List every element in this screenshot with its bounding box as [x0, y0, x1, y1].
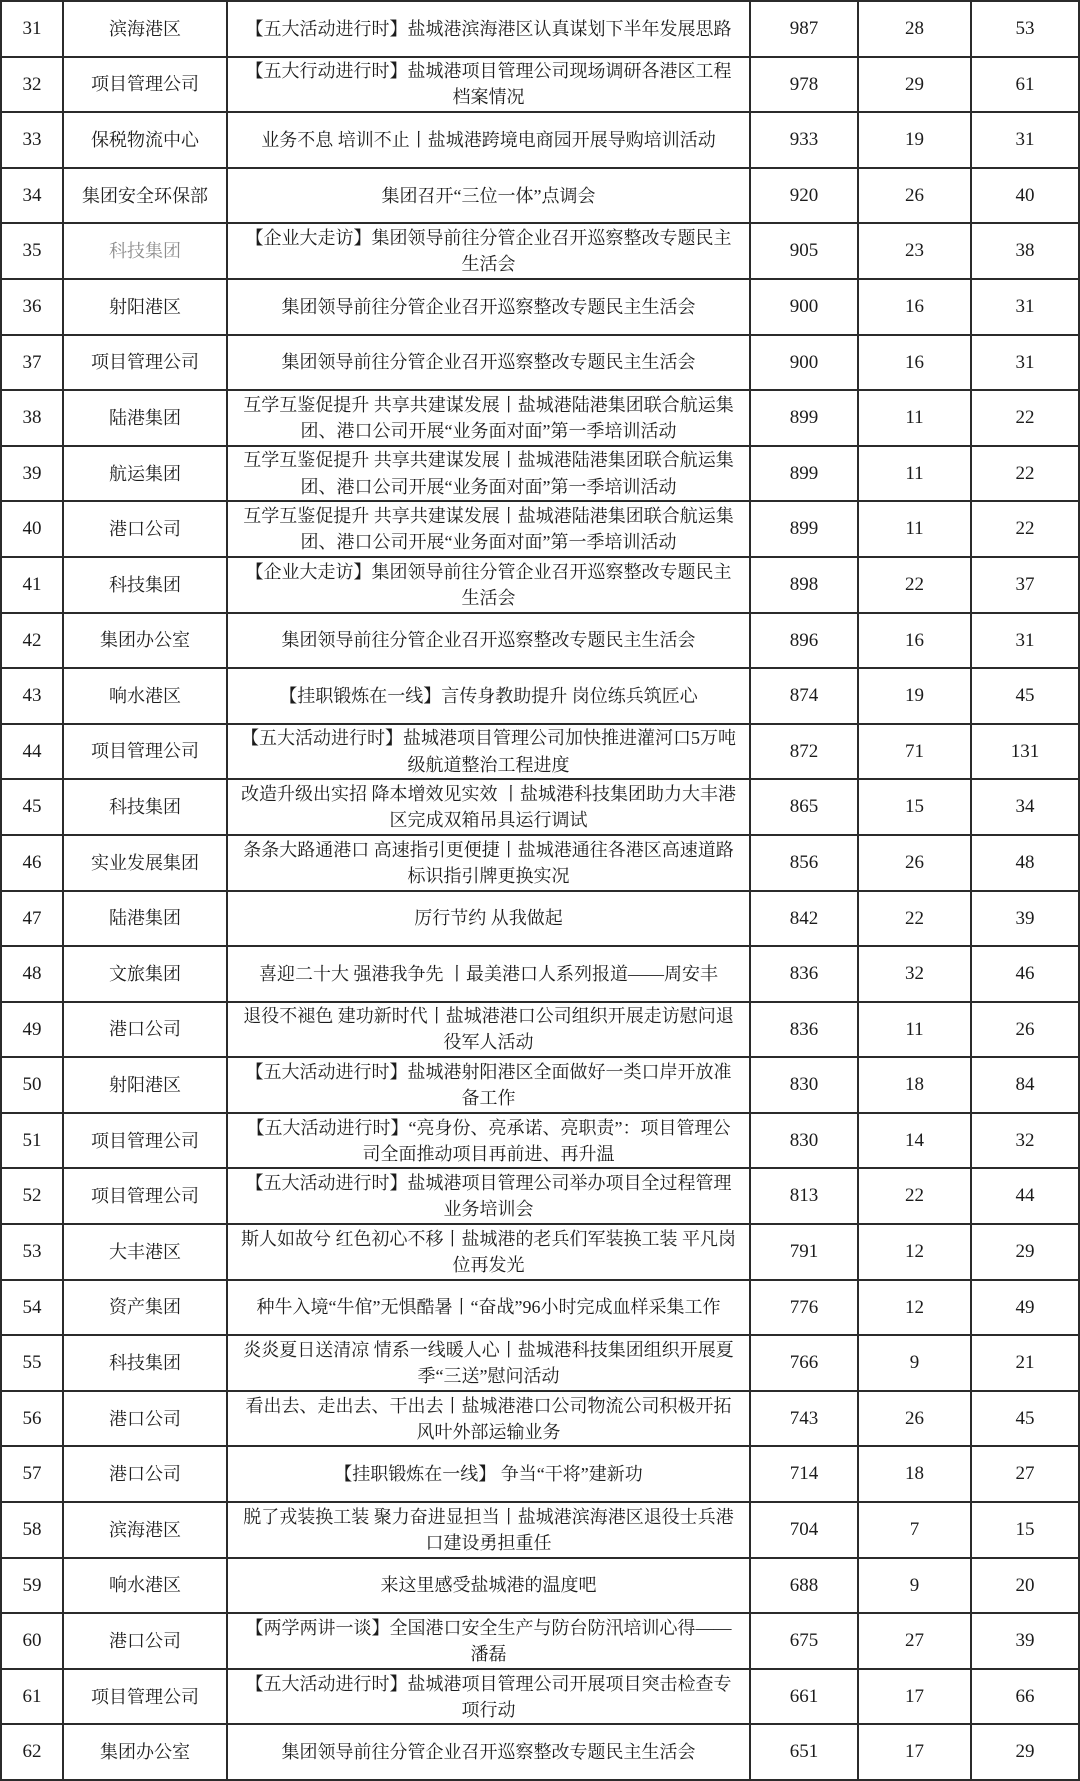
row-number: 33 [22, 129, 42, 151]
row-number: 56 [22, 1407, 42, 1429]
org-name: 大丰港区 [62, 1225, 226, 1279]
article-title: 【五大行动进行时】盐城港项目管理公司现场调研各港区工程档案情况 [226, 58, 749, 112]
metric-1: 813 [749, 1169, 857, 1223]
row-number: 36 [22, 295, 42, 317]
table-body [2, 2, 1078, 1779]
metric-1: 651 [749, 1725, 857, 1779]
metric-2: 16 [857, 336, 970, 390]
org-name: 港口公司 [62, 1003, 226, 1057]
metric-1: 842 [749, 892, 857, 946]
org-name: 保税物流中心 [62, 113, 226, 167]
metric-1: 675 [749, 1614, 857, 1668]
article-title: 互学互鉴促提升 共享共建谋发展丨盐城港陆港集团联合航运集团、港口公司开展“业务面对面”第一季培训活动 [226, 391, 749, 445]
org-name: 科技集团 [62, 558, 226, 612]
article-title: 看出去、走出去、干出去丨盐城港港口公司物流公司积极开拓风叶外部运输业务 [226, 1392, 749, 1446]
metric-3: 49 [970, 1281, 1078, 1335]
article-title: 斯人如故兮 红色初心不移丨盐城港的老兵们军装换工装 平凡岗位再发光 [226, 1225, 749, 1279]
row-number: 39 [22, 462, 42, 484]
row-number: 62 [22, 1741, 42, 1763]
org-name: 射阳港区 [62, 1058, 226, 1112]
metric-2: 19 [857, 669, 970, 723]
table-row [2, 445, 1078, 501]
row-number: 47 [22, 907, 42, 929]
metric-2: 26 [857, 836, 970, 890]
article-title: 集团领导前往分管企业召开巡察整改专题民主生活会 [226, 280, 749, 334]
org-name: 港口公司 [62, 502, 226, 556]
metric-3: 22 [970, 391, 1078, 445]
metric-2: 26 [857, 169, 970, 223]
table-row [2, 1501, 1078, 1557]
metric-2: 16 [857, 280, 970, 334]
metric-1: 661 [749, 1670, 857, 1724]
article-title: 【五大活动进行时】盐城港滨海港区认真谋划下半年发展思路 [226, 2, 749, 56]
table-row [2, 278, 1078, 334]
org-name: 项目管理公司 [62, 1169, 226, 1223]
metric-1: 856 [749, 836, 857, 890]
metric-3: 31 [970, 280, 1078, 334]
table-row [2, 945, 1078, 1001]
metric-3: 22 [970, 502, 1078, 556]
table-row [2, 556, 1078, 612]
table-row [2, 1334, 1078, 1390]
row-number: 50 [22, 1074, 42, 1096]
metric-1: 791 [749, 1225, 857, 1279]
metric-3: 31 [970, 336, 1078, 390]
org-name: 集团办公室 [62, 614, 226, 668]
org-name: 陆港集团 [62, 892, 226, 946]
metric-3: 66 [970, 1670, 1078, 1724]
article-title: 脱了戎装换工装 聚力奋进显担当丨盐城港滨海港区退役士兵港口建设勇担重任 [226, 1503, 749, 1557]
article-title: 喜迎二十大 强港我争先 丨最美港口人系列报道——周安丰 [226, 947, 749, 1001]
row-number: 60 [22, 1630, 42, 1652]
org-name: 响水港区 [62, 669, 226, 723]
metric-3: 39 [970, 1614, 1078, 1668]
org-name: 港口公司 [62, 1447, 226, 1501]
metric-2: 12 [857, 1225, 970, 1279]
metric-1: 872 [749, 725, 857, 779]
row-number: 52 [22, 1185, 42, 1207]
row-number: 42 [22, 629, 42, 651]
org-name: 滨海港区 [62, 1503, 226, 1557]
row-number: 58 [22, 1519, 42, 1541]
metric-2: 26 [857, 1392, 970, 1446]
metric-1: 836 [749, 947, 857, 1001]
metric-1: 776 [749, 1281, 857, 1335]
table-row [2, 612, 1078, 668]
row-number: 51 [22, 1129, 42, 1151]
table-row [2, 222, 1078, 278]
article-title: 业务不息 培训不止丨盐城港跨境电商园开展导购培训活动 [226, 113, 749, 167]
org-name: 响水港区 [62, 1559, 226, 1613]
metric-2: 19 [857, 113, 970, 167]
row-number: 59 [22, 1574, 42, 1596]
article-title: 集团领导前往分管企业召开巡察整改专题民主生活会 [226, 614, 749, 668]
metric-3: 53 [970, 2, 1078, 56]
org-name: 科技集团 [62, 1336, 226, 1390]
article-title: 改造升级出实招 降本增效见实效 丨盐城港科技集团助力大丰港区完成双箱吊具运行调试 [226, 780, 749, 834]
table-row [2, 890, 1078, 946]
row-number: 35 [22, 240, 42, 262]
org-name: 项目管理公司 [62, 1670, 226, 1724]
metric-2: 11 [857, 447, 970, 501]
metric-2: 11 [857, 502, 970, 556]
table-row [2, 389, 1078, 445]
org-name: 集团办公室 [62, 1725, 226, 1779]
org-name: 航运集团 [62, 447, 226, 501]
article-title: 炎炎夏日送清凉 情系一线暖人心丨盐城港科技集团组织开展夏季“三送”慰问活动 [226, 1336, 749, 1390]
metric-1: 900 [749, 336, 857, 390]
metric-3: 31 [970, 113, 1078, 167]
article-title: 互学互鉴促提升 共享共建谋发展丨盐城港陆港集团联合航运集团、港口公司开展“业务面对面”第一季培训活动 [226, 447, 749, 501]
metric-1: 896 [749, 614, 857, 668]
metric-2: 14 [857, 1114, 970, 1168]
metric-2: 71 [857, 725, 970, 779]
table-row [2, 1223, 1078, 1279]
table-row [2, 1612, 1078, 1668]
metric-1: 899 [749, 391, 857, 445]
table-row [2, 1167, 1078, 1223]
metric-3: 38 [970, 224, 1078, 278]
metric-3: 22 [970, 447, 1078, 501]
metric-1: 899 [749, 447, 857, 501]
article-title: 【挂职锻炼在一线】言传身教助提升 岗位练兵筑匠心 [226, 669, 749, 723]
metric-2: 18 [857, 1058, 970, 1112]
metric-3: 37 [970, 558, 1078, 612]
table-row [2, 334, 1078, 390]
metric-1: 743 [749, 1392, 857, 1446]
metric-1: 704 [749, 1503, 857, 1557]
org-name: 项目管理公司 [62, 725, 226, 779]
article-title: 【企业大走访】集团领导前往分管企业召开巡察整改专题民主生活会 [226, 224, 749, 278]
row-number: 38 [22, 407, 42, 429]
article-title: 互学互鉴促提升 共享共建谋发展丨盐城港陆港集团联合航运集团、港口公司开展“业务面对面”第一季培训活动 [226, 502, 749, 556]
article-title: 【企业大走访】集团领导前往分管企业召开巡察整改专题民主生活会 [226, 558, 749, 612]
org-name: 资产集团 [62, 1281, 226, 1335]
metric-2: 9 [857, 1336, 970, 1390]
metric-1: 920 [749, 169, 857, 223]
metric-3: 46 [970, 947, 1078, 1001]
metric-3: 48 [970, 836, 1078, 890]
metric-3: 29 [970, 1725, 1078, 1779]
org-name: 港口公司 [62, 1614, 226, 1668]
org-name: 文旅集团 [62, 947, 226, 1001]
metric-1: 865 [749, 780, 857, 834]
metric-2: 22 [857, 558, 970, 612]
table-row [2, 1279, 1078, 1335]
metric-1: 836 [749, 1003, 857, 1057]
metric-3: 131 [970, 725, 1078, 779]
article-title: 厉行节约 从我做起 [226, 892, 749, 946]
table-row [2, 1001, 1078, 1057]
table-row [2, 1112, 1078, 1168]
row-number: 61 [22, 1685, 42, 1707]
table-row [2, 1056, 1078, 1112]
metric-2: 28 [857, 2, 970, 56]
row-number: 32 [22, 73, 42, 95]
table-row [2, 111, 1078, 167]
metric-1: 688 [749, 1559, 857, 1613]
table-row [2, 1668, 1078, 1724]
metric-2: 11 [857, 391, 970, 445]
metric-2: 27 [857, 1614, 970, 1668]
table-row [2, 56, 1078, 112]
metric-1: 987 [749, 2, 857, 56]
org-name: 项目管理公司 [62, 1114, 226, 1168]
row-number: 45 [22, 796, 42, 818]
metric-2: 9 [857, 1559, 970, 1613]
metric-3: 45 [970, 669, 1078, 723]
row-number: 48 [22, 963, 42, 985]
row-number: 44 [22, 740, 42, 762]
metric-1: 899 [749, 502, 857, 556]
metric-3: 45 [970, 1392, 1078, 1446]
metric-1: 874 [749, 669, 857, 723]
org-name: 滨海港区 [62, 2, 226, 56]
article-title: 退役不褪色 建功新时代丨盐城港港口公司组织开展走访慰问退役军人活动 [226, 1003, 749, 1057]
article-title: 【五大活动进行时】盐城港项目管理公司开展项目突击检查专项行动 [226, 1670, 749, 1724]
article-title: 【五大活动进行时】盐城港射阳港区全面做好一类口岸开放准备工作 [226, 1058, 749, 1112]
row-number: 43 [22, 685, 42, 707]
metric-1: 905 [749, 224, 857, 278]
metric-1: 898 [749, 558, 857, 612]
table-row [2, 667, 1078, 723]
table-row [2, 2, 1078, 56]
article-title: 【五大活动进行时】盐城港项目管理公司加快推进灌河口5万吨级航道整治工程进度 [226, 725, 749, 779]
article-title: 【五大活动进行时】盐城港项目管理公司举办项目全过程管理业务培训会 [226, 1169, 749, 1223]
metric-2: 22 [857, 892, 970, 946]
metric-3: 15 [970, 1503, 1078, 1557]
org-name: 科技集团 [62, 224, 226, 278]
org-name: 集团安全环保部 [62, 169, 226, 223]
article-title: 种牛入境“牛倌”无惧酷暑丨“奋战”96小时完成血样采集工作 [226, 1281, 749, 1335]
metric-1: 766 [749, 1336, 857, 1390]
table-row [2, 167, 1078, 223]
row-number: 54 [22, 1296, 42, 1318]
metric-2: 16 [857, 614, 970, 668]
metric-2: 18 [857, 1447, 970, 1501]
table-row [2, 778, 1078, 834]
metric-3: 39 [970, 892, 1078, 946]
metric-2: 7 [857, 1503, 970, 1557]
metric-1: 714 [749, 1447, 857, 1501]
table-row [2, 1557, 1078, 1613]
row-number: 55 [22, 1352, 42, 1374]
row-number: 41 [22, 573, 42, 595]
org-name: 港口公司 [62, 1392, 226, 1446]
article-title: 【五大活动进行时】“亮身份、亮承诺、亮职责”：项目管理公司全面推动项目再前进、再升温 [226, 1114, 749, 1168]
row-number: 40 [22, 518, 42, 540]
org-name: 陆港集团 [62, 391, 226, 445]
metric-3: 84 [970, 1058, 1078, 1112]
org-name: 实业发展集团 [62, 836, 226, 890]
article-title: 来这里感受盐城港的温度吧 [226, 1559, 749, 1613]
row-number: 57 [22, 1463, 42, 1485]
row-number: 31 [22, 18, 42, 40]
metric-3: 21 [970, 1336, 1078, 1390]
metric-2: 32 [857, 947, 970, 1001]
metric-2: 12 [857, 1281, 970, 1335]
org-name: 项目管理公司 [62, 336, 226, 390]
article-title: 集团召开“三位一体”点调会 [226, 169, 749, 223]
org-name: 科技集团 [62, 780, 226, 834]
metric-3: 31 [970, 614, 1078, 668]
metric-2: 15 [857, 780, 970, 834]
row-number: 49 [22, 1018, 42, 1040]
metric-2: 22 [857, 1169, 970, 1223]
row-number: 37 [22, 351, 42, 373]
article-title: 【挂职锻炼在一线】 争当“干将”建新功 [226, 1447, 749, 1501]
metric-1: 978 [749, 58, 857, 112]
metric-3: 40 [970, 169, 1078, 223]
metric-3: 20 [970, 1559, 1078, 1613]
org-name: 项目管理公司 [62, 58, 226, 112]
metric-3: 26 [970, 1003, 1078, 1057]
metric-3: 27 [970, 1447, 1078, 1501]
row-number: 46 [22, 851, 42, 873]
metric-3: 34 [970, 780, 1078, 834]
article-title: 条条大路通港口 高速指引更便捷丨盐城港通往各港区高速道路标识指引牌更换实况 [226, 836, 749, 890]
table-row [2, 1390, 1078, 1446]
metric-2: 17 [857, 1670, 970, 1724]
article-title: 集团领导前往分管企业召开巡察整改专题民主生活会 [226, 336, 749, 390]
metric-3: 44 [970, 1169, 1078, 1223]
table-row [2, 834, 1078, 890]
metric-1: 830 [749, 1058, 857, 1112]
article-title: 【两学两讲一谈】全国港口安全生产与防台防汛培训心得——潘磊 [226, 1614, 749, 1668]
table-row [2, 500, 1078, 556]
table-row [2, 723, 1078, 779]
metric-3: 61 [970, 58, 1078, 112]
metric-2: 17 [857, 1725, 970, 1779]
org-name: 射阳港区 [62, 280, 226, 334]
metric-2: 11 [857, 1003, 970, 1057]
table-row [2, 1723, 1078, 1779]
metric-3: 32 [970, 1114, 1078, 1168]
metric-2: 29 [857, 58, 970, 112]
metric-1: 830 [749, 1114, 857, 1168]
row-number: 53 [22, 1241, 42, 1263]
metric-3: 29 [970, 1225, 1078, 1279]
metric-1: 900 [749, 280, 857, 334]
row-number: 34 [22, 184, 42, 206]
metric-1: 933 [749, 113, 857, 167]
article-title: 集团领导前往分管企业召开巡察整改专题民主生活会 [226, 1725, 749, 1779]
table-row [2, 1445, 1078, 1501]
metric-2: 23 [857, 224, 970, 278]
